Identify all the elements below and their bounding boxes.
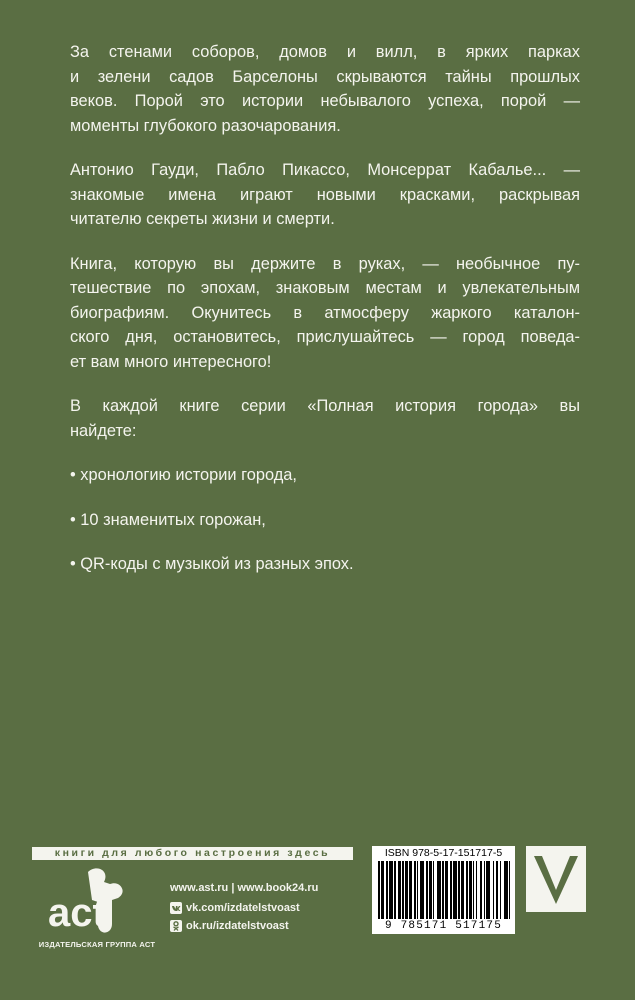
- barcode-bar: [378, 861, 380, 919]
- bullet-item: • 10 знаменитых горожан,: [70, 510, 266, 529]
- ok-link[interactable]: [170, 917, 318, 935]
- text-line: биографиям. Окунитесь в атмосферу жаркого каталон-: [70, 303, 580, 322]
- barcode-bar: [426, 861, 428, 919]
- barcode-bar: [438, 861, 440, 919]
- text-line: найдете:: [70, 421, 137, 440]
- barcode-bar: [505, 861, 506, 919]
- barcode-bar: [381, 861, 382, 919]
- paragraph-4: [70, 394, 580, 443]
- barcode-bar: [486, 861, 488, 919]
- barcode-bar: [389, 861, 390, 919]
- barcode-bar: [488, 861, 489, 919]
- barcode-bar: [392, 861, 393, 919]
- barcode-bar: [390, 861, 392, 919]
- text-line: читателю секреты жизни и смерти.: [70, 210, 335, 228]
- publisher-logo-icon: [40, 866, 140, 938]
- vk-icon: [170, 902, 182, 914]
- ok-link-text: ok.ru/izdatelstvoast: [186, 920, 289, 932]
- barcode-bar: [473, 861, 474, 919]
- barcode-bar: [433, 861, 434, 919]
- text-line: тешествие по эпохам, знаковым местам и увлекательным: [70, 279, 580, 297]
- text-line: и зелени садов Барселоны скрываются тайны прошлых: [70, 67, 580, 86]
- publisher-links: [170, 877, 318, 935]
- barcode-bar: [497, 861, 498, 919]
- barcode-bar: [421, 861, 422, 919]
- barcode-bar: [450, 861, 452, 919]
- barcode-bar: [496, 861, 497, 919]
- barcode-bar: [470, 861, 472, 919]
- barcode-bar: [422, 861, 424, 919]
- barcode-bar: [466, 861, 468, 919]
- text-line: В каждой книге серии «Полная история города» вы: [70, 397, 580, 415]
- barcode-bar: [440, 861, 441, 919]
- barcode-bar: [420, 861, 421, 919]
- barcode-bar: [480, 861, 481, 919]
- ok-icon: [170, 920, 182, 932]
- paragraph-1: [70, 40, 580, 138]
- barcode-bar: [506, 861, 508, 919]
- text-line: ского дня, остановитесь, прислушайтесь — город поведа-: [70, 328, 580, 346]
- text-line: ет вам много интересного!: [70, 352, 272, 371]
- vk-link[interactable]: [170, 899, 318, 917]
- barcode-bar: [454, 861, 456, 919]
- barcode-icon: [376, 861, 511, 919]
- isbn-barcode-box: [372, 846, 515, 934]
- barcode-bar: [437, 861, 438, 919]
- barcode-bar: [406, 861, 408, 919]
- logo-caption: ИЗДАТЕЛЬСКАЯ ГРУППА АСТ: [38, 940, 156, 949]
- v-badge-icon: [526, 846, 586, 912]
- barcode-bar: [462, 861, 464, 919]
- barcode-bar: [430, 861, 432, 919]
- barcode-bar: [500, 861, 501, 919]
- vk-link-text: vk.com/izdatelstvoast: [186, 902, 300, 914]
- bullet-item: • хронологию истории города,: [70, 466, 297, 484]
- barcode-bar: [402, 861, 404, 919]
- barcode-bar: [442, 861, 444, 919]
- barcode-bar: [400, 861, 401, 919]
- barcode-bar: [398, 861, 400, 919]
- barcode-bar: [386, 861, 388, 919]
- websites-link[interactable]: www.ast.ru | www.book24.ru: [170, 882, 319, 894]
- barcode-bar: [417, 861, 418, 919]
- logo-text: act: [48, 891, 106, 935]
- paragraph-3: [70, 252, 580, 375]
- barcode-bar: [476, 861, 477, 919]
- barcode-bar: [409, 861, 410, 919]
- text-line: знакомые имена играют новыми красками, раскрывая: [70, 185, 580, 204]
- text-line: веков. Порой это истории небывалого успеха, порой —: [70, 92, 580, 110]
- text-line: моменты глубокого разочарования.: [70, 116, 341, 135]
- back-cover-text: [70, 40, 580, 597]
- barcode-bar: [429, 861, 430, 919]
- barcode-bar: [394, 861, 396, 919]
- barcode-bar: [461, 861, 462, 919]
- barcode-bar: [481, 861, 482, 919]
- tagline-banner: книги для любого настроения здесь: [32, 847, 353, 860]
- barcode-bar: [445, 861, 446, 919]
- barcode-bar: [405, 861, 406, 919]
- barcode-bar: [504, 861, 505, 919]
- barcode-bar: [453, 861, 454, 919]
- barcode-bar: [456, 861, 457, 919]
- paragraph-2: [70, 158, 580, 232]
- barcode-bar: [469, 861, 470, 919]
- barcode-bar: [484, 861, 485, 919]
- barcode-bar: [410, 861, 412, 919]
- barcode-digits: 9 785171 517175: [384, 920, 503, 932]
- text-line: Книга, которую вы держите в руках, — необычное пу-: [70, 254, 580, 273]
- isbn-number: ISBN 978-5-17-151717-5: [384, 847, 503, 859]
- barcode-bar: [446, 861, 448, 919]
- barcode-bar: [458, 861, 460, 919]
- bullet-item: • QR-коды с музыкой из разных эпох.: [70, 555, 354, 573]
- text-line: Антонио Гауди, Пабло Пикассо, Монсеррат Кабалье... —: [70, 161, 580, 179]
- text-line: За стенами соборов, домов и вилл, в ярких парках: [70, 43, 580, 61]
- barcode-bar: [382, 861, 384, 919]
- barcode-bar: [414, 861, 416, 919]
- barcode-bar: [489, 861, 490, 919]
- barcode-bar: [493, 861, 494, 919]
- barcode-bar: [509, 861, 510, 919]
